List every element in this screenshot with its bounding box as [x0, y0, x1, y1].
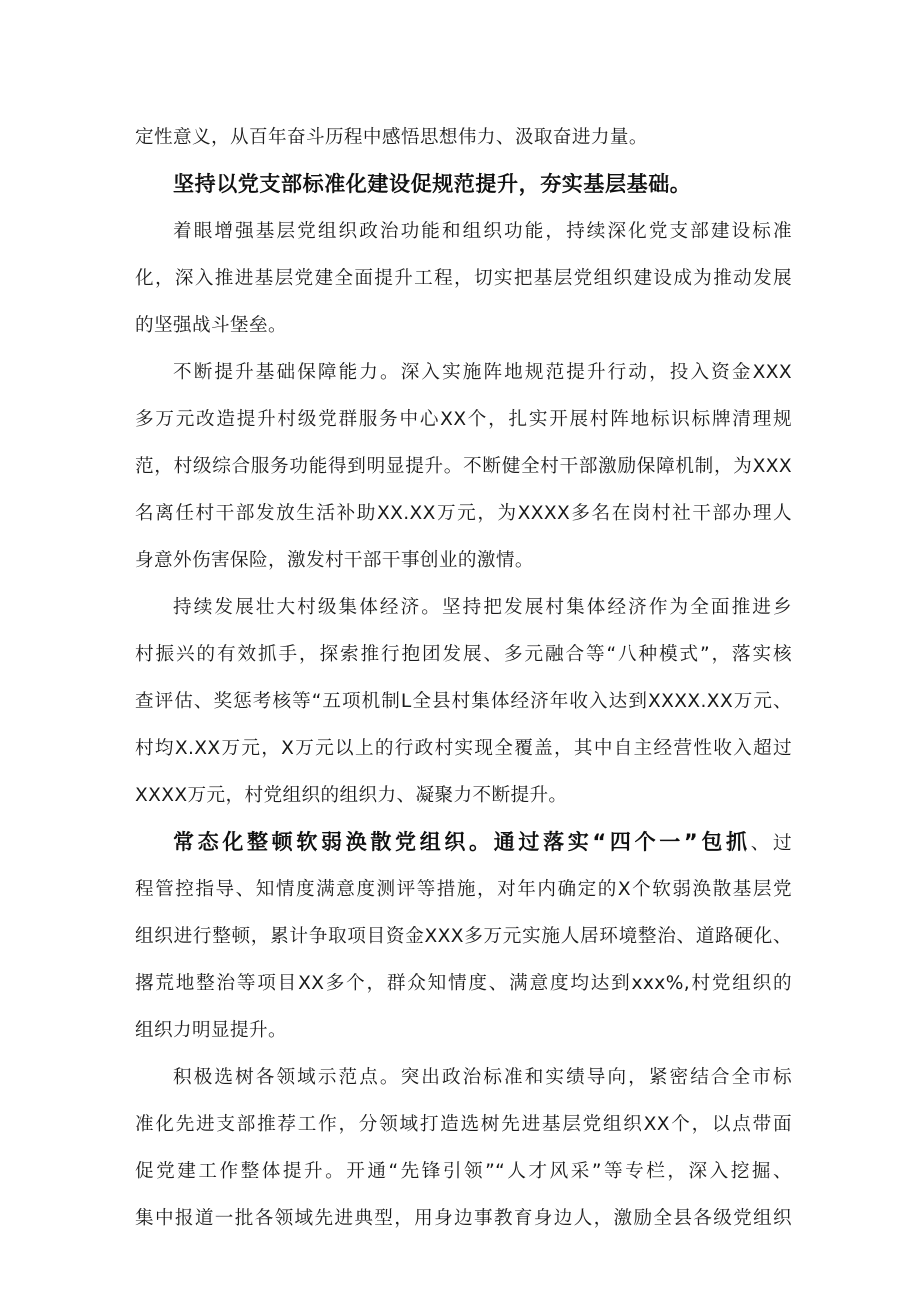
paragraph-line: 不断提升基础保障能力。深入实施阵地规范提升行动，投入资金XXX	[173, 362, 792, 383]
section-heading: 坚持以党支部标准化建设促规范提升，夯实基层基础。	[173, 172, 692, 196]
paragraph-line: 村振兴的有效抓手，探索推行抱团发展、多元融合等“八种模式”，落实核	[135, 644, 792, 665]
paragraph-line: 范，村级综合服务功能得到明显提升。不断健全村干部激励保障机制，为XXX	[135, 456, 792, 477]
paragraph-line: 促党建工作整体提升。开通“先锋引领”“人才风采”等专栏，深入挖掘、	[135, 1161, 792, 1182]
paragraph-line: 定性意义，从百年奋斗历程中感悟思想伟力、汲取奋进力量。	[135, 127, 648, 148]
paragraph-line: 多万元改造提升村级党群服务中心XX个，扎实开展村阵地标识标牌清理规	[135, 409, 792, 430]
paragraph-line: 撂荒地整治等项目XX多个，群众知情度、满意度均达到xxx%,村党组织的	[135, 973, 792, 994]
paragraph-line	[135, 819, 792, 866]
paragraph-line: 村均X.XX万元，X万元以上的行政村实现全覆盖，其中自主经营性收入超过	[135, 738, 792, 759]
paragraph-lead-heading: 常态化整顿软弱涣散党组织。通过落实“四个一”包抓	[173, 830, 751, 854]
paragraph-line: 查评估、奖惩考核等“五项机制L全县村集体经济年收入达到XXXX.XX万元、	[135, 691, 792, 712]
paragraph-text: 、过	[750, 833, 792, 854]
paragraph-line: 身意外伤害保险，激发村干部干事创业的激情。	[135, 550, 534, 571]
paragraph-line: 准化先进支部推荐工作，分领域打造选树先进基层党组织XX个，以点带面	[135, 1114, 792, 1135]
paragraph-line: 的坚强战斗堡垒。	[135, 315, 287, 336]
paragraph-line: 积极选树各领域示范点。突出政治标准和实绩导向，紧密结合全市标	[173, 1067, 792, 1088]
paragraph-line: 持续发展壮大村级集体经济。坚持把发展村集体经济作为全面推进乡	[173, 597, 792, 618]
paragraph-line: 程管控指导、知情度满意度测评等措施，对年内确定的X个软弱涣散基层党	[135, 879, 792, 900]
paragraph-line: 组织进行整顿，累计争取项目资金XXX多万元实施人居环境整治、道路硬化、	[135, 926, 792, 947]
document-body	[135, 114, 792, 1242]
paragraph-line: 名离任村干部发放生活补助XX.XX万元，为XXXX多名在岗村社干部办理人	[135, 503, 792, 524]
paragraph-line: 组织力明显提升。	[135, 1020, 287, 1041]
paragraph-line: 集中报道一批各领域先进典型，用身边事教育身边人，激励全县各级党组织	[135, 1208, 792, 1229]
paragraph-line: 化，深入推进基层党建全面提升工程，切实把基层党组织建设成为推动发展	[135, 268, 792, 289]
paragraph-line: 着眼增强基层党组织政治功能和组织功能，持续深化党支部建设标准	[173, 221, 792, 242]
paragraph-line: XXXX万元，村党组织的组织力、凝聚力不断提升。	[135, 785, 568, 806]
